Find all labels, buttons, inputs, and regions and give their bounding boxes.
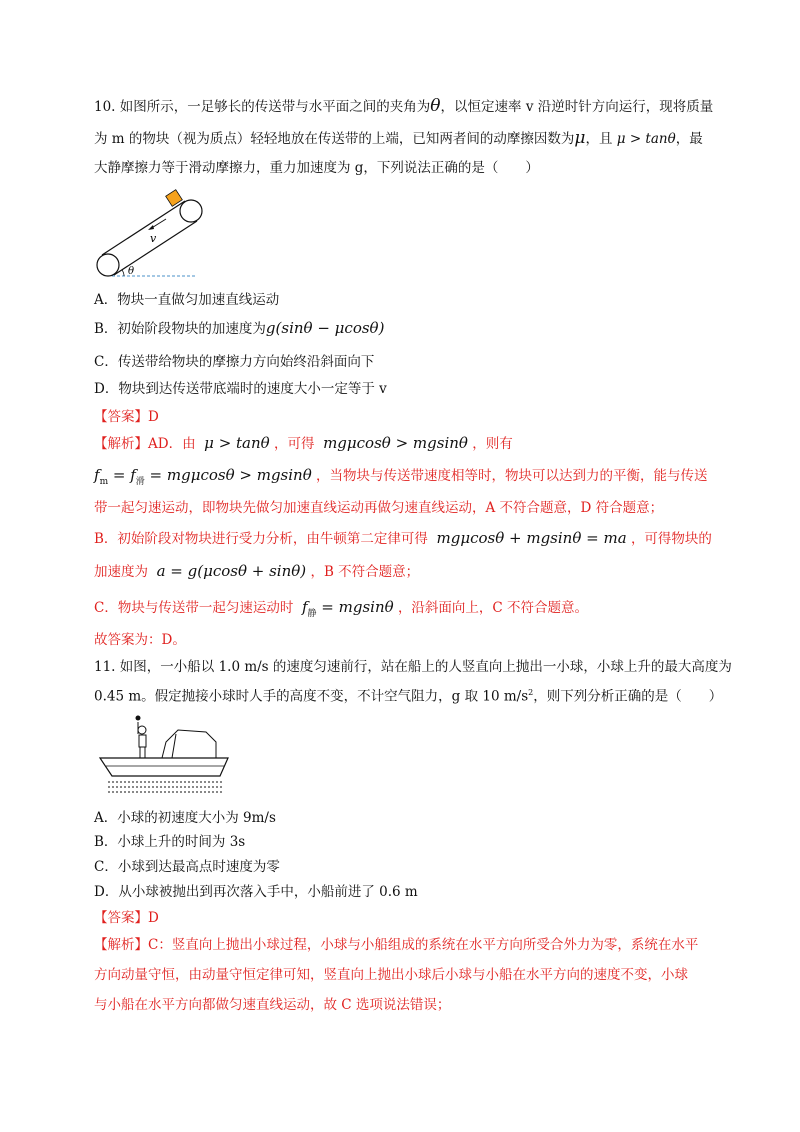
q10-stem-line2: 为 m 的物块（视为质点）轻轻地放在传送带的上端，已知两者间的动摩擦因数为μ，且 μ > tanθ，最 (94, 128, 703, 148)
q11-analysis-line1: 【解析】C：竖直向上抛出小球过程，小球与小船组成的系统在水平方向所受合外力为零，系统在水平 (94, 937, 699, 953)
person-body (139, 735, 146, 747)
lower-pulley (97, 254, 119, 276)
velocity-label: v (150, 232, 157, 245)
q10-analysis-b-line1: B．初始阶段对物块进行受力分析，由牛顿第二定律可得 mgμcosθ + mgsinθ = ma ，可得物块的 (94, 529, 712, 547)
hull (100, 758, 228, 776)
angle-label: θ (128, 266, 135, 277)
angle-arc (122, 270, 124, 276)
q11-stem-line1: 11. 如图，一小船以 1.0 m/s 的速度匀速前行，站在船上的人竖直向上抛出一小球，小球上升的最大高度为 (94, 659, 732, 675)
q11-stem-line2: 0.45 m。假定抛接小球时人手的高度不变，不计空气阻力，g 取 10 $m/s^2$，则下列分析正确的是（ ） (94, 688, 723, 705)
ball (136, 716, 141, 721)
q10-option-c: C．传送带给物块的摩擦力方向始终沿斜面向下 (94, 354, 375, 370)
q10-option-b: B．初始阶段物块的加速度为g(sinθ − μcosθ) (94, 319, 385, 337)
q10-option-a: A．物块一直做匀加速直线运动 (94, 292, 280, 308)
q10-stem-line1: 10. 如图所示，一足够长的传送带与水平面之间的夹角为θ，以恒定速率 v 沿逆时针方向运行，现将质量 (94, 96, 714, 116)
q10-option-d: D．物块到达传送带底端时的速度大小一定等于 v (94, 381, 387, 397)
q11-option-d: D．从小球被抛出到再次落入手中，小船前进了 0.6 m (94, 884, 418, 900)
q10-analysis-ad-line1: 【解析】AD．由 μ > tanθ ，可得 mgμcosθ > mgsinθ ，则有 (94, 434, 513, 452)
q10-conclusion: 故答案为：D。 (94, 632, 186, 648)
cabin (162, 730, 216, 758)
q10-analysis-b-line2: 加速度为 a = g(μcosθ + sinθ) ，B 不符合题意； (94, 562, 420, 580)
q11-analysis-line3: 与小船在水平方向都做匀速直线运动，故 C 选项说法错误； (94, 997, 451, 1013)
q10-analysis-c: C．物块与传送带一起匀速运动时 $f_静 = mgsin\theta$ ，沿斜面向上，C 不符合题意。 (94, 598, 589, 619)
boat-figure (94, 710, 234, 802)
q10-analysis-ad-line2: $f_m = f_滑 = mg\mu\cos\theta > mgsin\theta$ ，当物块与传送带速度相等时，物块可以达到力的平衡，能与传送 (94, 466, 708, 487)
q11-option-b: B．小球上升的时间为 3s (94, 834, 246, 850)
q11-option-c: C．小球到达最高点时速度为零 (94, 859, 280, 875)
person-head (138, 726, 146, 734)
q10-analysis-ad-line3: 带一起匀速运动，即物块先做匀加速直线运动再做匀速直线运动，A 不符合题意，D 符合题意； (94, 500, 664, 516)
q11-analysis-line2: 方向动量守恒，由动量守恒定律可知，竖直向上抛出小球后小球与小船在水平方向的速度不变，小球 (94, 967, 688, 983)
belt-bottom (114, 221, 197, 275)
q10-stem-line3: 大静摩擦力等于滑动摩擦力，重力加速度为 g，下列说法正确的是（ ） (94, 160, 539, 176)
belt-top (102, 201, 185, 255)
conveyor-belt-figure (94, 188, 204, 280)
velocity-arrowhead (148, 225, 154, 230)
q10-answer: 【答案】D (94, 409, 159, 425)
upper-pulley (180, 200, 202, 222)
q11-answer: 【答案】D (94, 910, 159, 926)
q11-option-a: A．小球的初速度大小为 9m/s (94, 810, 276, 826)
